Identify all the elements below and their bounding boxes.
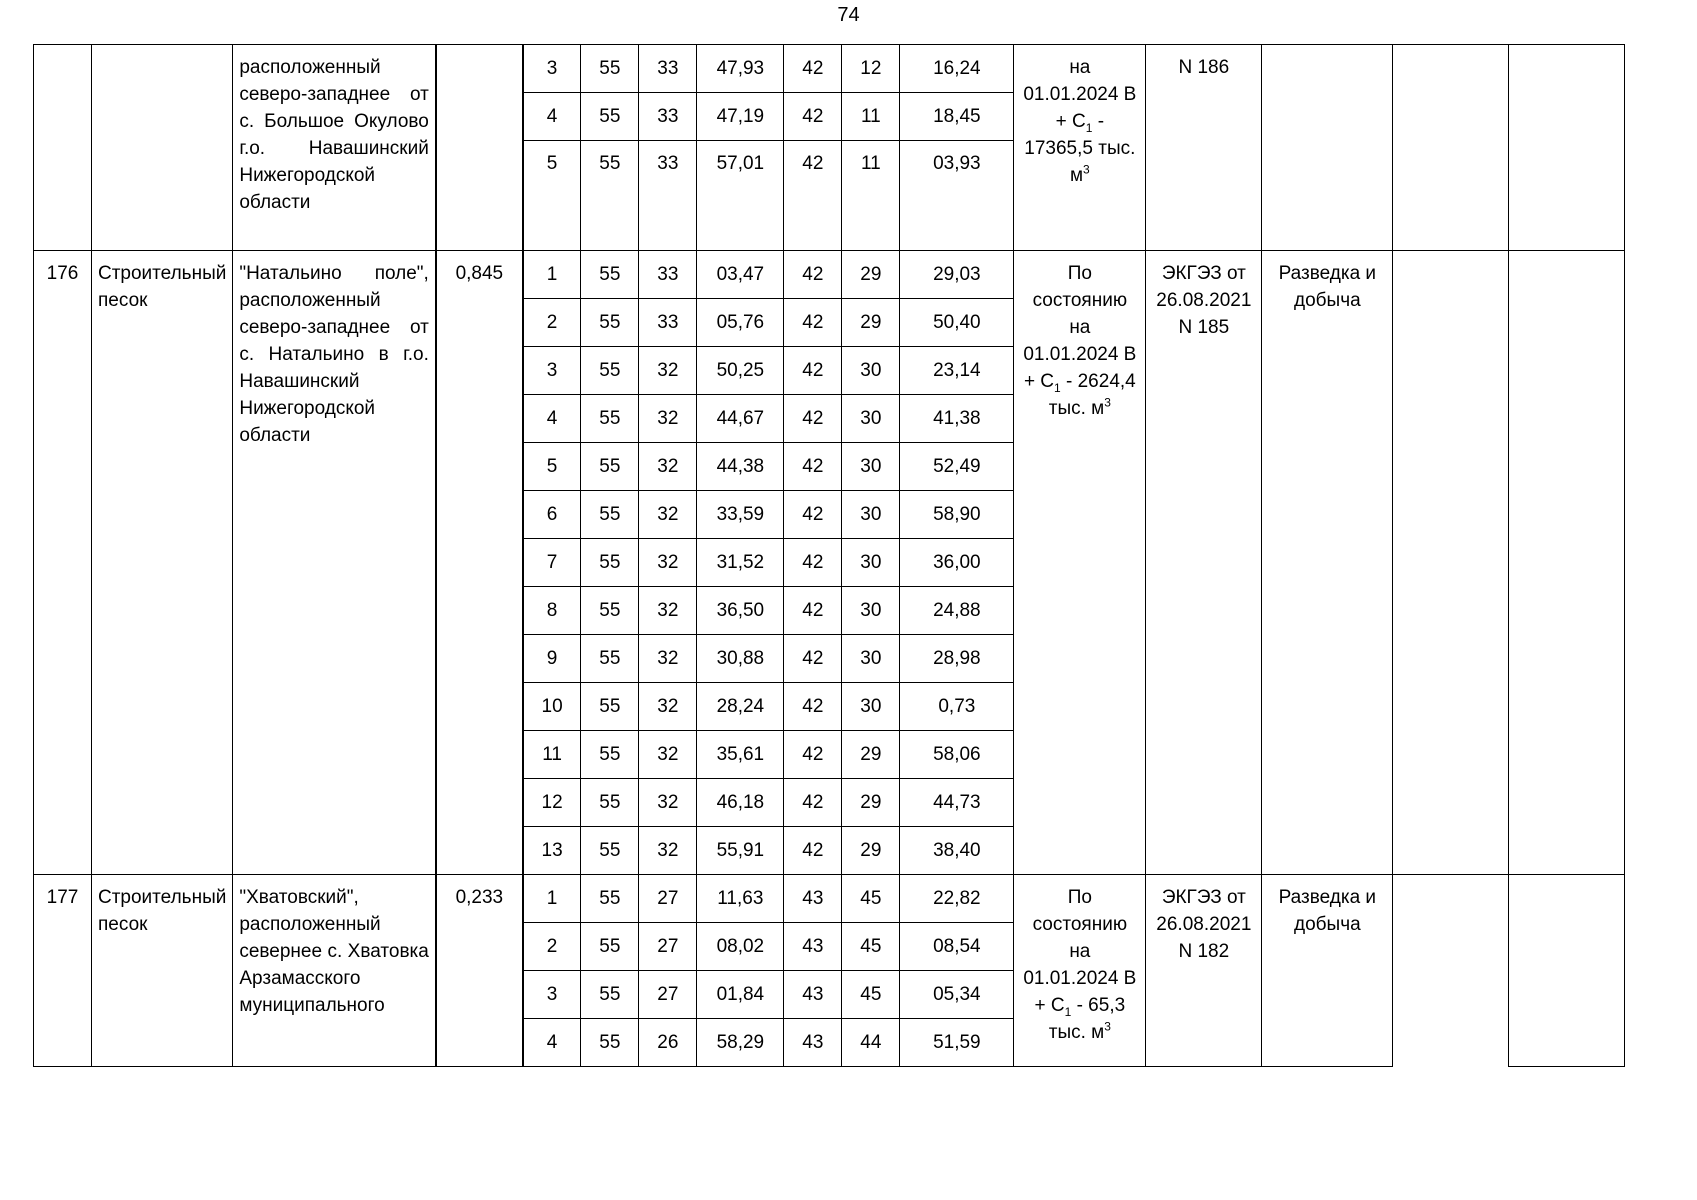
coord-cell: 55 (581, 635, 639, 683)
coord-cell: 36,50 (697, 587, 784, 635)
coord-cell: 7 (523, 539, 581, 587)
coord-cell: 29 (842, 779, 900, 827)
coord-cell: 55 (581, 731, 639, 779)
coord-cell: 32 (639, 779, 697, 827)
reserves-text: По состоянию на 01.01.2024 B + C (1023, 263, 1137, 392)
coord-cell: 42 (784, 683, 842, 731)
coord-cell: 51,59 (900, 1019, 1014, 1067)
coord-cell: 3 (523, 45, 581, 93)
coord-cell: 13 (523, 827, 581, 875)
coord-cell: 55 (581, 45, 639, 93)
coord-cell: 12 (523, 779, 581, 827)
coord-cell: 30 (842, 587, 900, 635)
coord-cell: 55 (581, 491, 639, 539)
coord-cell: 30 (842, 539, 900, 587)
coord-cell: 55 (581, 1019, 639, 1067)
coord-cell: 55 (581, 587, 639, 635)
table-row (34, 875, 1625, 923)
coord-cell: 42 (784, 491, 842, 539)
deposit-number (34, 45, 92, 251)
coord-cell: 33,59 (697, 491, 784, 539)
coord-cell: 55 (581, 347, 639, 395)
coord-cell: 23,14 (900, 347, 1014, 395)
coord-cell: 27 (639, 971, 697, 1019)
deposits-table (33, 44, 1625, 1067)
coord-cell: 32 (639, 347, 697, 395)
coord-cell: 46,18 (697, 779, 784, 827)
reserves-subscript: 1 (1085, 120, 1093, 135)
coord-cell: 27 (639, 923, 697, 971)
coord-cell: 32 (639, 683, 697, 731)
coord-cell: 42 (784, 141, 842, 251)
coord-cell: 30 (842, 443, 900, 491)
coord-cell: 6 (523, 491, 581, 539)
reserves-cell (1014, 45, 1146, 251)
empty-cell-1 (1393, 875, 1509, 1067)
coord-cell: 42 (784, 45, 842, 93)
coord-cell: 30 (842, 347, 900, 395)
coord-cell: 05,34 (900, 971, 1014, 1019)
deposit-name: "Натальино поле", расположенный северо-западнее от с. Натальино в г.о. Навашинский Нижегородской области (233, 251, 436, 875)
coord-cell: 4 (523, 93, 581, 141)
coord-cell: 22,82 (900, 875, 1014, 923)
coord-cell: 12 (842, 45, 900, 93)
coord-cell: 1 (523, 251, 581, 299)
purpose-cell: Разведка и добыча (1262, 875, 1393, 1067)
coord-cell: 55 (581, 539, 639, 587)
reserves-text-suffix: - 65,3 тыс. м (1048, 995, 1126, 1043)
coord-cell: 43 (784, 971, 842, 1019)
coord-cell: 52,49 (900, 443, 1014, 491)
empty-cell-2 (1509, 45, 1625, 251)
coord-cell: 33 (639, 93, 697, 141)
coord-cell: 42 (784, 635, 842, 683)
coord-cell: 55 (581, 395, 639, 443)
coord-cell: 43 (784, 875, 842, 923)
empty-cell-1 (1393, 251, 1509, 875)
mineral-type (92, 45, 233, 251)
empty-cell-1 (1393, 45, 1509, 251)
coord-cell: 42 (784, 93, 842, 141)
coord-cell: 32 (639, 491, 697, 539)
coord-cell: 38,40 (900, 827, 1014, 875)
reserves-subscript: 1 (1054, 380, 1061, 395)
coord-cell: 43 (784, 1019, 842, 1067)
mineral-type: Строительный песок (92, 875, 233, 1067)
coord-cell: 57,01 (697, 141, 784, 251)
coord-cell: 16,24 (900, 45, 1014, 93)
coord-cell: 30 (842, 635, 900, 683)
coord-cell: 42 (784, 347, 842, 395)
coord-cell: 35,61 (697, 731, 784, 779)
coord-cell: 47,19 (697, 93, 784, 141)
coord-cell: 55 (581, 779, 639, 827)
deposit-area: 0,233 (436, 875, 523, 1067)
purpose-cell (1262, 45, 1393, 251)
protocol-cell: N 186 (1146, 45, 1262, 251)
table-row (34, 45, 1625, 93)
reserves-text-suffix: - 2624,4 тыс. м (1048, 371, 1136, 419)
coord-cell: 32 (639, 731, 697, 779)
coord-cell: 33 (639, 45, 697, 93)
coord-cell: 5 (523, 141, 581, 251)
empty-cell-2 (1509, 251, 1625, 875)
coord-cell: 33 (639, 299, 697, 347)
deposit-area (436, 45, 523, 251)
coord-cell: 03,93 (900, 141, 1014, 251)
coord-cell: 30 (842, 683, 900, 731)
empty-cell-2 (1509, 875, 1625, 1067)
coord-cell: 45 (842, 875, 900, 923)
coord-cell: 26 (639, 1019, 697, 1067)
coord-cell: 3 (523, 347, 581, 395)
coord-cell: 42 (784, 443, 842, 491)
coord-cell: 05,76 (697, 299, 784, 347)
coord-cell: 01,84 (697, 971, 784, 1019)
coord-cell: 55,91 (697, 827, 784, 875)
coord-cell: 55 (581, 141, 639, 251)
coord-cell: 45 (842, 923, 900, 971)
coord-cell: 5 (523, 443, 581, 491)
coord-cell: 11 (842, 141, 900, 251)
deposit-number: 176 (34, 251, 92, 875)
coord-cell: 41,38 (900, 395, 1014, 443)
reserves-subscript: 1 (1064, 1004, 1072, 1019)
reserves-text: По состоянию на 01.01.2024 B + C (1023, 887, 1137, 1016)
coord-cell: 32 (639, 539, 697, 587)
reserves-superscript: 3 (1104, 1019, 1111, 1034)
coord-cell: 55 (581, 827, 639, 875)
coord-cell: 55 (581, 93, 639, 141)
coord-cell: 42 (784, 539, 842, 587)
coord-cell: 08,54 (900, 923, 1014, 971)
coord-cell: 55 (581, 251, 639, 299)
coord-cell: 42 (784, 779, 842, 827)
coord-cell: 11 (842, 93, 900, 141)
coord-cell: 31,52 (697, 539, 784, 587)
coord-cell: 55 (581, 443, 639, 491)
coord-cell: 42 (784, 299, 842, 347)
reserves-text: на 01.01.2024 B + C (1023, 57, 1137, 132)
coord-cell: 0,73 (900, 683, 1014, 731)
coord-cell: 11,63 (697, 875, 784, 923)
coord-cell: 4 (523, 1019, 581, 1067)
coord-cell: 44 (842, 1019, 900, 1067)
coord-cell: 50,40 (900, 299, 1014, 347)
coord-cell: 29 (842, 731, 900, 779)
coord-cell: 55 (581, 923, 639, 971)
coord-cell: 3 (523, 971, 581, 1019)
coord-cell: 32 (639, 443, 697, 491)
coord-cell: 45 (842, 971, 900, 1019)
protocol-cell: ЭКГЭЗ от 26.08.2021 N 185 (1146, 251, 1262, 875)
reserves-cell (1014, 251, 1146, 875)
deposit-name: расположенный северо-западнее от с. Большое Окулово г.о. Навашинский Нижегородской области (233, 45, 436, 251)
reserves-superscript: 3 (1104, 395, 1111, 410)
mineral-type: Строительный песок (92, 251, 233, 875)
deposit-name: "Хватовский", расположенный севернее с. Хватовка Арзамасского муниципального (233, 875, 436, 1067)
coord-cell: 29,03 (900, 251, 1014, 299)
coord-cell: 30 (842, 395, 900, 443)
coord-cell: 27 (639, 875, 697, 923)
coord-cell: 44,67 (697, 395, 784, 443)
coord-cell: 33 (639, 251, 697, 299)
coord-cell: 32 (639, 827, 697, 875)
table-body (34, 45, 1625, 1067)
purpose-cell: Разведка и добыча (1262, 251, 1393, 875)
coord-cell: 32 (639, 635, 697, 683)
coord-cell: 29 (842, 251, 900, 299)
coord-cell: 30,88 (697, 635, 784, 683)
coord-cell: 44,38 (697, 443, 784, 491)
coord-cell: 28,98 (900, 635, 1014, 683)
coord-cell: 55 (581, 299, 639, 347)
coord-cell: 11 (523, 731, 581, 779)
coord-cell: 29 (842, 299, 900, 347)
coord-cell: 55 (581, 875, 639, 923)
coord-cell: 28,24 (697, 683, 784, 731)
coord-cell: 4 (523, 395, 581, 443)
coord-cell: 42 (784, 395, 842, 443)
coord-cell: 50,25 (697, 347, 784, 395)
coord-cell: 42 (784, 251, 842, 299)
coord-cell: 58,06 (900, 731, 1014, 779)
page-number: 74 (837, 4, 860, 26)
coord-cell: 42 (784, 731, 842, 779)
coord-cell: 24,88 (900, 587, 1014, 635)
protocol-cell: ЭКГЭЗ от 26.08.2021 N 182 (1146, 875, 1262, 1067)
coord-cell: 32 (639, 395, 697, 443)
coord-cell: 30 (842, 491, 900, 539)
reserves-superscript: 3 (1083, 162, 1090, 177)
coord-cell: 2 (523, 299, 581, 347)
coord-cell: 44,73 (900, 779, 1014, 827)
coord-cell: 58,90 (900, 491, 1014, 539)
coord-cell: 47,93 (697, 45, 784, 93)
coord-cell: 43 (784, 923, 842, 971)
coord-cell: 8 (523, 587, 581, 635)
coord-cell: 32 (639, 587, 697, 635)
coord-cell: 42 (784, 827, 842, 875)
coord-cell: 55 (581, 971, 639, 1019)
coord-cell: 33 (639, 141, 697, 251)
table-row (34, 251, 1625, 299)
reserves-text-suffix: - 17365,5 тыс. м (1024, 111, 1136, 186)
reserves-cell (1014, 875, 1146, 1067)
deposit-number: 177 (34, 875, 92, 1067)
coord-cell: 55 (581, 683, 639, 731)
coord-cell: 18,45 (900, 93, 1014, 141)
coord-cell: 9 (523, 635, 581, 683)
coord-cell: 08,02 (697, 923, 784, 971)
coord-cell: 03,47 (697, 251, 784, 299)
coord-cell: 1 (523, 875, 581, 923)
coord-cell: 29 (842, 827, 900, 875)
deposit-area: 0,845 (436, 251, 523, 875)
coord-cell: 2 (523, 923, 581, 971)
coord-cell: 42 (784, 587, 842, 635)
coord-cell: 58,29 (697, 1019, 784, 1067)
coord-cell: 10 (523, 683, 581, 731)
coord-cell: 36,00 (900, 539, 1014, 587)
